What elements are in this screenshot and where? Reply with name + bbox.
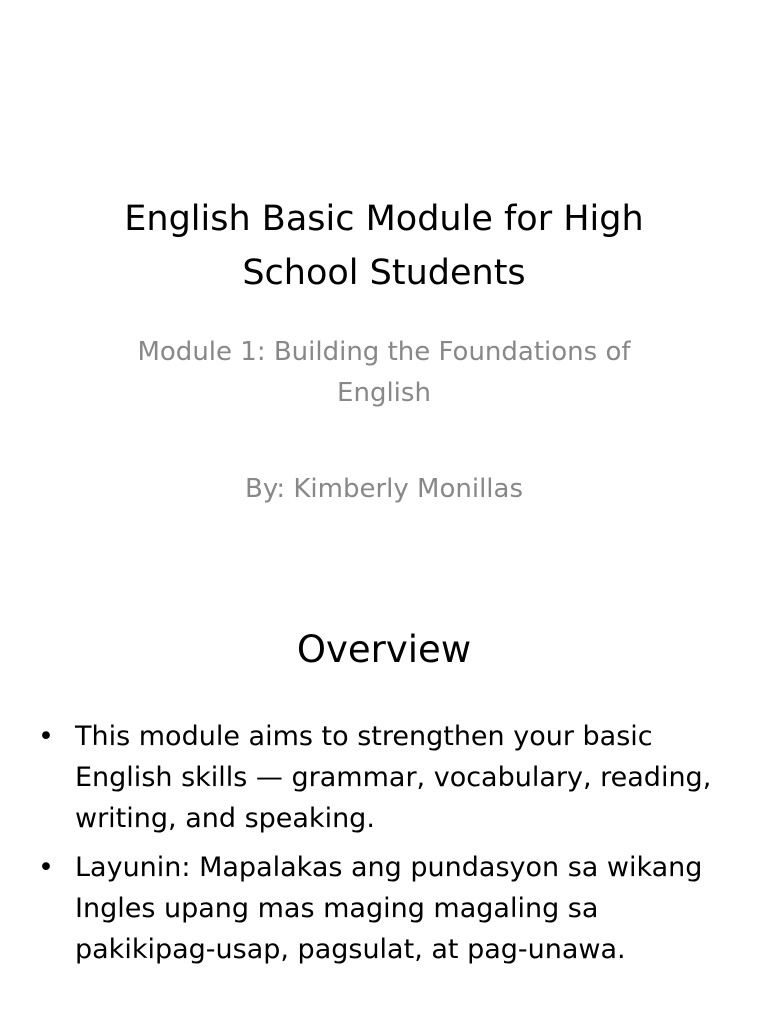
overview-title: Overview xyxy=(296,628,472,671)
bullet-icon: • xyxy=(38,852,54,883)
subtitle-spacer xyxy=(116,414,652,469)
bullet-text: Layunin: Mapalakas ang pundasyon sa wikang Ingles upang mas maging magaling sa pakikipag-usap, pagsulat, at pag-unawa. xyxy=(75,852,703,965)
overview-bullet-list xyxy=(38,716,738,978)
slide-subtitle xyxy=(116,332,652,510)
list-item xyxy=(38,716,738,839)
list-item xyxy=(38,847,738,970)
bullet-text: This module aims to strengthen your basic English skills — grammar, vocabulary, reading, writing, and speaking. xyxy=(75,721,712,834)
author-line: By: Kimberly Monillas xyxy=(245,474,523,504)
slide-title: English Basic Module for High School Students xyxy=(124,199,644,293)
bullet-icon: • xyxy=(38,721,54,752)
module-subtitle: Module 1: Building the Foundations of English xyxy=(137,337,631,408)
